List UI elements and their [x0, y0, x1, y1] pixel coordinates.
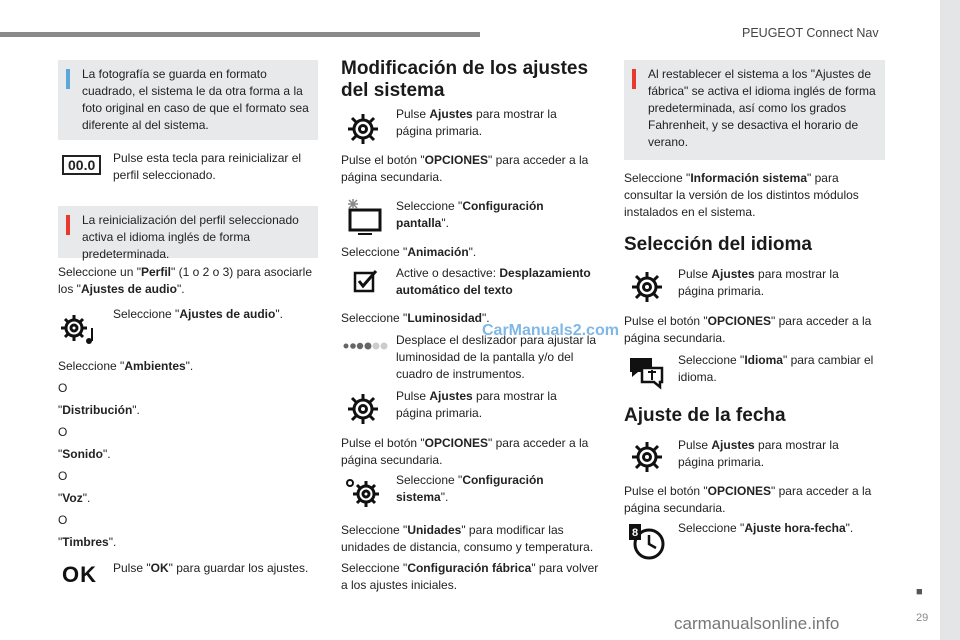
date-step-options-text: Pulse el botón "OPCIONES" para acceder a la página secundaria. — [624, 484, 872, 515]
checkbox-icon — [352, 268, 378, 294]
option-voz: "Voz". — [58, 491, 91, 505]
reset-key-icon — [62, 157, 101, 175]
step-settings-text: Pulse Ajustes para mostrar la página primaria. — [396, 107, 557, 138]
select-ambientes-text: Seleccione "Ambientes". — [58, 359, 194, 373]
or-label: O — [58, 381, 68, 395]
step-system-config-text: Seleccione "Configuración sistema". — [396, 473, 544, 504]
section-title-system-settings: Modificación de los ajustes del sistema — [341, 58, 589, 101]
screen-brightness-icon — [344, 198, 384, 236]
option-sonido: "Sonido". — [58, 447, 111, 461]
svg-text:8: 8 — [631, 527, 639, 539]
top-rule — [0, 32, 480, 37]
or-label: O — [58, 425, 68, 439]
lang-step-settings-text: Pulse Ajustes para mostrar la página primaria. — [678, 267, 839, 298]
select-audio-text: Seleccione "Ajustes de audio". — [113, 307, 283, 321]
section-title-date: Ajuste de la fecha — [624, 405, 786, 426]
step-scroll-text: Active o desactive: Desplazamiento automático del texto — [396, 266, 591, 297]
step-factory-text: Seleccione "Configuración fábrica" para volver a los ajustes iniciales. — [341, 561, 599, 592]
info-box-text: La fotografía se guarda en formato cuadrado, el sistema le da otra forma a la foto original en caso de que el formato sea diferente al del sistema. — [82, 67, 309, 132]
gear-icon — [346, 392, 380, 426]
select-profile-text: Seleccione un "Perfil" (1 o 2 o 3) para asociarle los "Ajustes de audio". — [58, 265, 312, 296]
page-header-title: PEUGEOT Connect Nav — [742, 26, 879, 40]
ok-icon: OK — [62, 562, 97, 587]
watermark-center: CarManuals2.com — [482, 322, 619, 339]
warning-icon — [66, 215, 70, 235]
step-units-text: Seleccione "Unidades" para modificar las unidades de distancia, consumo y temperatura. — [341, 523, 594, 554]
warning-box-text: Al restablecer el sistema a los "Ajustes de fábrica" se activa el idioma inglés de forma predeterminada, así como los grados Fahrenheit, y se desactiva el horario de verano. — [648, 67, 876, 149]
clock-icon — [628, 522, 668, 562]
watermark-footer: carmanualsonline.info — [674, 614, 840, 633]
info-icon — [66, 69, 70, 89]
lang-step-options-text: Pulse el botón "OPCIONES" para acceder a la página secundaria. — [624, 314, 872, 345]
date-step-select-text: Seleccione "Ajuste hora-fecha". — [678, 521, 854, 535]
gear-icon — [346, 112, 380, 146]
step-options-text: Pulse el botón "OPCIONES" para acceder a la página secundaria. — [341, 153, 589, 184]
date-step-settings-text: Pulse Ajustes para mostrar la página primaria. — [678, 438, 839, 469]
info-box — [58, 60, 318, 140]
system-info-text: Seleccione "Información sistema" para consultar la versión de los distintos módulos instalados en el sistema. — [624, 171, 859, 219]
slider-dots-icon — [342, 341, 388, 351]
step-options-text-2: Pulse el botón "OPCIONES" para acceder a la página secundaria. — [341, 436, 589, 467]
page-number: 29 — [916, 612, 929, 624]
option-timbres: "Timbres". — [58, 535, 117, 549]
warning-box — [58, 206, 318, 261]
page-sidebar — [940, 0, 960, 640]
warning-icon — [632, 69, 636, 89]
or-label: O — [58, 513, 68, 527]
step-animation-text: Seleccione "Animación". — [341, 245, 477, 259]
step-brightness-text: Seleccione "Luminosidad". — [341, 311, 490, 325]
reset-text: Pulse esta tecla para reinicializar el perfil seleccionado. — [113, 151, 302, 182]
gear-music-icon — [58, 312, 100, 346]
or-label: O — [58, 469, 68, 483]
warning-box-text: La reinicialización del perfil seleccionado activa el idioma inglés de forma predeterminada. — [82, 213, 299, 261]
option-distribucion: "Distribución". — [58, 403, 140, 417]
warning-box-factory — [624, 60, 885, 160]
ok-text: Pulse "OK" para guardar los ajustes. — [113, 561, 309, 575]
end-of-section-mark: ■ — [916, 586, 923, 598]
reset-key-label: 00.0 — [62, 155, 101, 175]
gear-icon — [630, 440, 664, 474]
gear-icon — [630, 270, 664, 304]
speech-language-icon — [626, 354, 666, 390]
section-title-language: Selección del idioma — [624, 234, 812, 255]
step-slider-text: Desplace el deslizador para ajustar la luminosidad de la pantalla y/o del cuadro de instrumentos. — [396, 333, 597, 381]
step-settings-text-2: Pulse Ajustes para mostrar la página primaria. — [396, 389, 557, 420]
gears-icon — [344, 476, 384, 510]
lang-step-select-text: Seleccione "Idioma" para cambiar el idioma. — [678, 353, 874, 384]
step-display-text: Seleccione "Configuración pantalla". — [396, 199, 544, 230]
